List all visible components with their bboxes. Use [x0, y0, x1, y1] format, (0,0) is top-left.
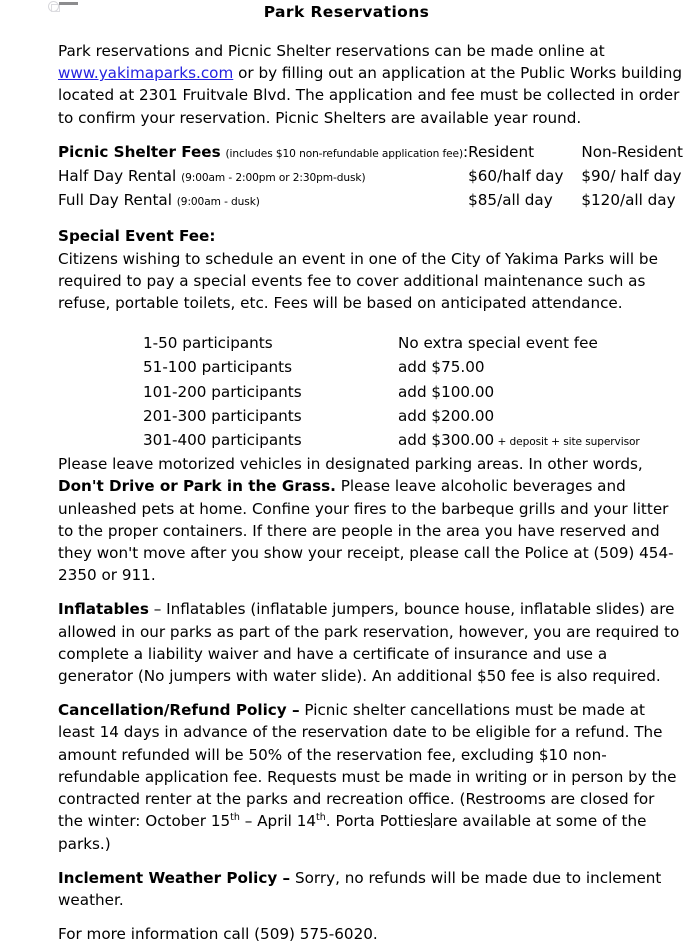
tier-count: 1-50 participants: [143, 334, 273, 353]
spacer: [58, 213, 683, 225]
intro-line1: Park reservations and Picnic Shelter reservations can be made online at: [58, 42, 605, 60]
spacer: [58, 129, 683, 141]
inclement-weather-body: Sorry, no refunds will be made due to inclement weather.: [58, 868, 662, 909]
tier-fee-cell: [398, 332, 640, 356]
picnic-shelter-fees-colon: :: [462, 142, 469, 161]
tier-fee: add $200.00: [398, 406, 495, 425]
more-information-line: For more information call (509) 575-6020.: [58, 925, 378, 944]
tier-fee-cell: [398, 405, 640, 429]
special-event-fee-heading: Special Event Fee:: [58, 227, 216, 246]
table-row: [143, 405, 640, 429]
cancellation-body-2: – April 14: [239, 812, 317, 831]
tier-count: 101-200 participants: [143, 382, 302, 401]
picnic-shelter-fee-table: [58, 141, 683, 214]
tier-fee: No extra special event fee: [398, 334, 598, 353]
tier-fee-note: + deposit + site supervisor: [494, 436, 640, 449]
tier-count: 51-100 participants: [143, 358, 292, 377]
half-day-label-cell: [58, 165, 468, 189]
rules-part1: Please leave motorized vehicles in designated parking areas. In other words,: [58, 455, 643, 474]
fee-heading-cell: [58, 141, 468, 165]
full-day-label-cell: [58, 189, 468, 213]
half-day-non-resident-price: $90/ half day: [581, 167, 682, 186]
half-day-hours: (9:00am - 2:00pm or 2:30pm-dusk): [181, 172, 366, 185]
spacer: [58, 855, 683, 867]
inclement-weather-heading: Inclement Weather Policy –: [58, 868, 291, 887]
half-day-resident-price: $60/half day: [468, 167, 564, 186]
cancellation-body-4: are available at some of the parks.): [58, 812, 647, 853]
table-row: [58, 189, 683, 213]
inflatables-heading: Inflatables: [58, 600, 149, 619]
full-day-hours: (9:00am - dusk): [176, 196, 260, 209]
column-header-resident: Resident: [468, 142, 535, 161]
tier-fee: add $100.00: [398, 382, 495, 401]
table-row: [143, 332, 640, 356]
participant-tier-table: [143, 332, 640, 453]
picnic-shelter-fees-heading: Picnic Shelter Fees: [58, 142, 221, 161]
inflatables-body: – Inflatables (inflatable jumpers, bounce house, inflatable slides) are allowed in our parks as part of the park reservation, however, you are required to complete a liability waiver and have a certificate of insurance and use a generator (No jumpers with water slide). An additional $50 fee is also required.: [58, 600, 680, 686]
tier-fee-cell: [398, 429, 640, 453]
document-body: [0, 40, 693, 945]
cancellation-body-3: . Porta Potties: [325, 812, 431, 831]
april-ordinal-suffix: th: [316, 812, 326, 824]
full-day-label: Full Day Rental: [58, 191, 172, 210]
page-title: Park Reservations: [263, 3, 430, 21]
october-ordinal-suffix: th: [230, 812, 240, 824]
spacer: [58, 687, 683, 699]
cancellation-policy-paragraph: [58, 699, 683, 854]
intro-after-link: or by filling out an application at the Public Works building located at 2301 Fruitvale Blvd. The application and fee must be collected in order to confirm your reservation. Picnic Shelters are available year round.: [58, 64, 682, 127]
spacer: [58, 314, 683, 332]
table-row: [143, 356, 640, 380]
column-header-non-resident: Non-Resident: [581, 142, 683, 161]
tier-fee: add $75.00: [398, 358, 485, 377]
table-row: [58, 165, 683, 189]
tier-fee: add $300.00: [398, 431, 495, 450]
cancellation-policy-heading: Cancellation/Refund Policy –: [58, 701, 300, 720]
cancellation-body-1: Picnic shelter cancellations must be made at least 14 days in advance of the reservation date to be eligible for a refund. The amount refunded will be 50% of the reservation fee, excluding $10 non-refundable application fee. Requests must be made in writing or in person by the contracted renter at the parks and recreation office. (Restrooms are closed for the winter: October 15: [58, 701, 677, 831]
spacer: [58, 586, 683, 598]
tier-fee-cell: [398, 381, 640, 405]
special-event-fee-body: Citizens wishing to schedule an event in one of the City of Yakima Parks will be required to pay a special events fee to cover additional maintenance such as refuse, portable toilets, etc. Fees will be based on anticipated attendance.: [58, 249, 658, 313]
table-row: [143, 429, 640, 453]
table-row: [143, 381, 640, 405]
park-rules-paragraph: [58, 453, 683, 586]
half-day-label: Half Day Rental: [58, 167, 177, 186]
inclement-weather-paragraph: [58, 867, 683, 911]
inflatables-paragraph: [58, 598, 683, 687]
rules-part2: Please leave alcoholic beverages and unleashed pets at home. Confine your fires to the barbeque grills and your litter to the proper containers. If there are people in the area you have reserved and they won't move after you show your receipt, please call the Police at (509) 454-2350 or 911.: [58, 477, 674, 585]
text-cursor-caret: [431, 813, 432, 828]
full-day-non-resident-price: $120/all day: [581, 191, 676, 210]
tier-fee-cell: [398, 356, 640, 380]
spacer: [58, 911, 683, 923]
spacer: [0, 22, 693, 40]
rules-bold-warning: Don't Drive or Park in the Grass.: [58, 477, 336, 496]
full-day-resident-price: $85/all day: [468, 191, 553, 210]
tier-count: 301-400 participants: [143, 431, 302, 450]
tier-count: 201-300 participants: [143, 406, 302, 425]
intro-paragraph: [58, 40, 683, 129]
table-row: [58, 141, 683, 165]
picnic-shelter-fees-note: (includes $10 non-refundable application fee): [225, 147, 463, 160]
yakimaparks-link[interactable]: www.yakimaparks.com: [58, 64, 234, 83]
